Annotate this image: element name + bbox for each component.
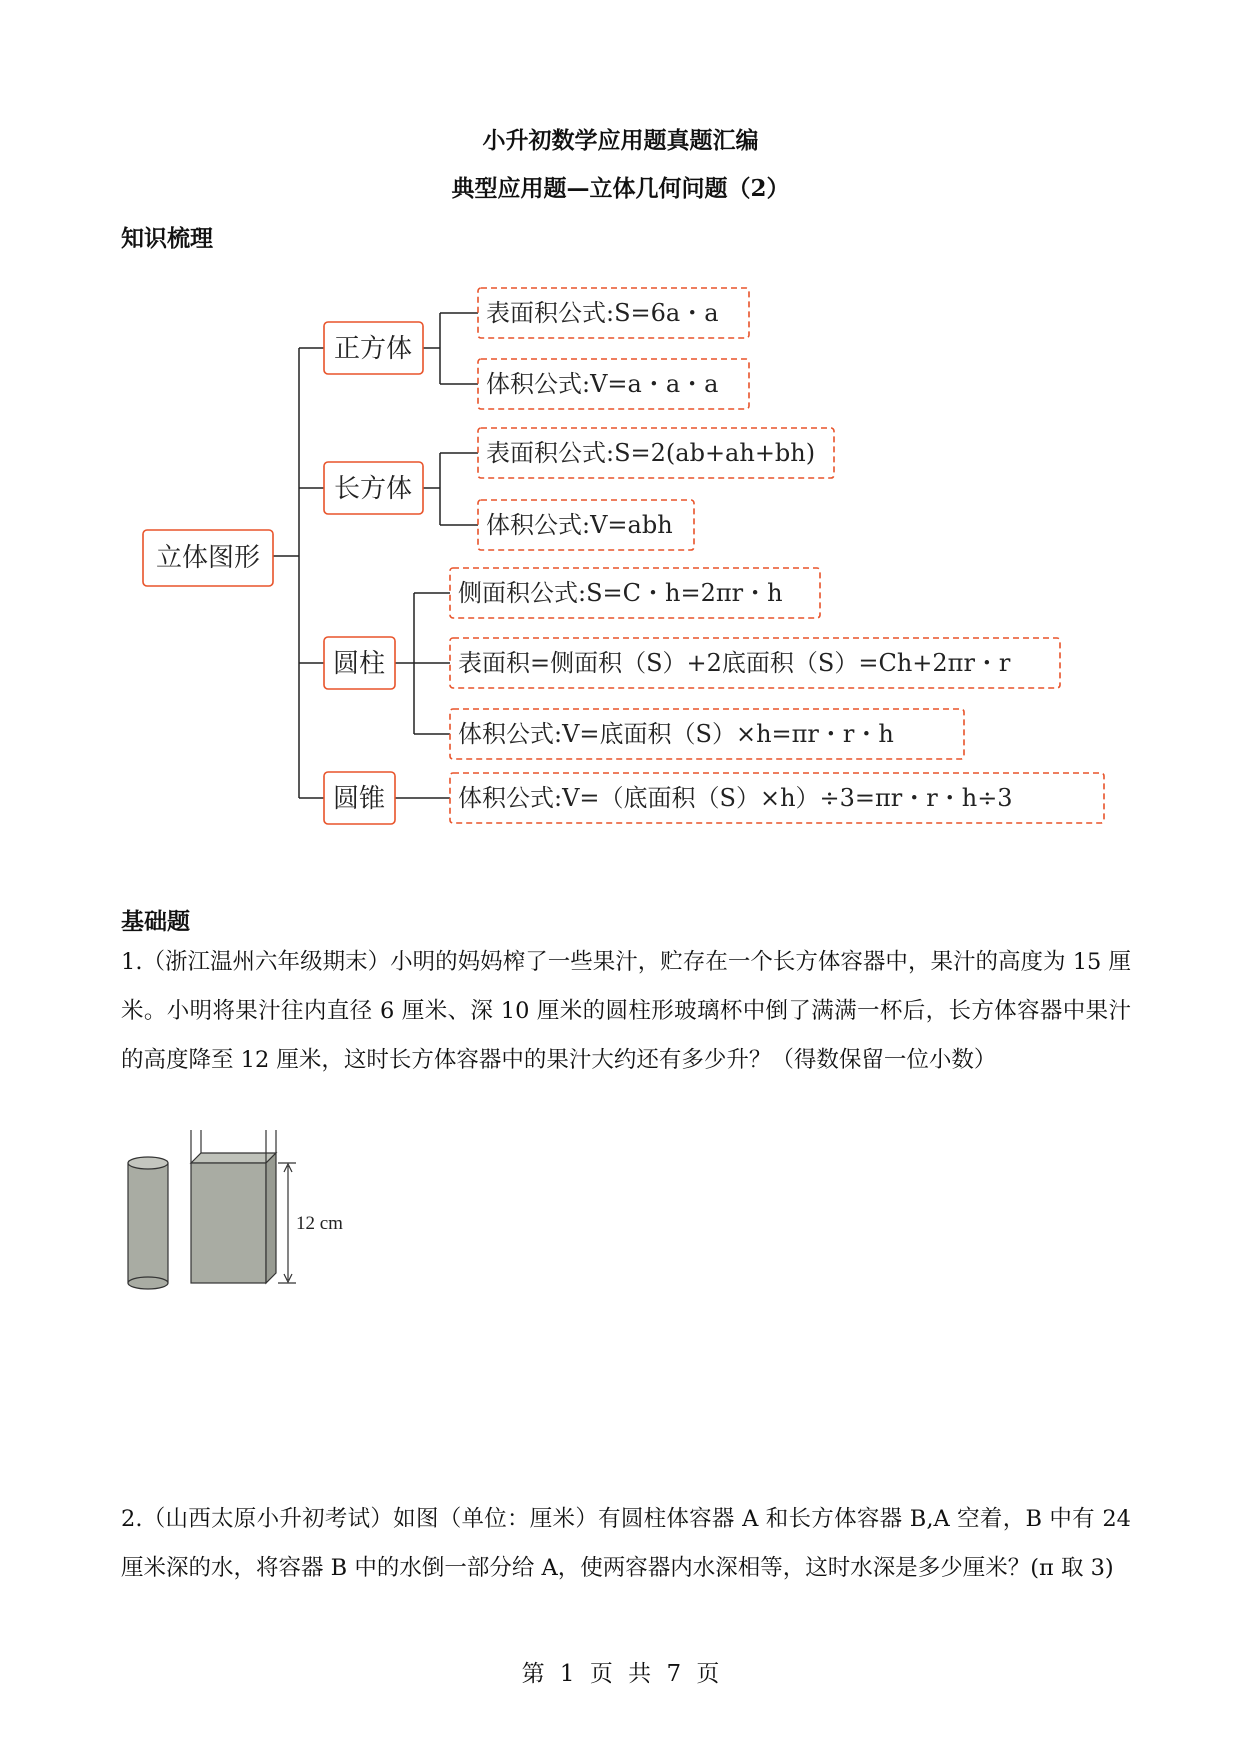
doc-title: 小升初数学应用题真题汇编 [482, 127, 759, 154]
cuboid-volume-formula: 体积公式:V=abh [486, 511, 673, 539]
cuboid-node: 长方体 [333, 474, 413, 504]
root-node: 立体图形 [155, 543, 261, 573]
figure-height-label: 12 cm [296, 1213, 343, 1234]
question-2-text: 2.（山西太原小升初考试）如图（单位：厘米）有圆柱体容器 A 和长方体容器 B,A 空着，B 中有 24 厘米深的水，将容器 B 中的水倒一部分给 A，使两容器内水深相等，这时水深是多少厘米？(π 取 3) [121, 1506, 1131, 1581]
cone-volume-formula: 体积公式:V=（底面积（S）×h）÷3=πr・r・h÷3 [458, 784, 1013, 812]
question-2 [121, 1495, 1131, 1593]
question-1 [121, 938, 1131, 1085]
cylinder-node: 圆柱 [332, 649, 386, 679]
cube-volume-formula: 体积公式:V=a・a・a [486, 370, 719, 398]
cylinder-surface-formula: 表面积=侧面积（S）+2底面积（S）=Ch+2πr・r [458, 649, 1011, 677]
cone-node: 圆锥 [332, 784, 386, 814]
cube-surface-formula: 表面积公式:S=6a・a [486, 299, 719, 327]
knowledge-mindmap [0, 260, 1241, 840]
cuboid-surface-formula: 表面积公式:S=2(ab+ah+bh) [486, 439, 816, 467]
cylinder-lateral-formula: 侧面积公式:S=C・h=2πr・h [458, 579, 783, 607]
basics-heading: 基础题 [121, 908, 190, 935]
cylinder-volume-formula: 体积公式:V=底面积（S）×h=πr・r・h [458, 720, 894, 748]
doc-subtitle: 典型应用题—立体几何问题（2） [451, 175, 790, 202]
knowledge-heading: 知识梳理 [121, 225, 213, 252]
cube-node: 正方体 [333, 334, 413, 364]
question-1-figure [116, 1130, 366, 1305]
question-1-text: 1.（浙江温州六年级期末）小明的妈妈榨了一些果汁，贮存在一个长方体容器中，果汁的高度为 15 厘米。小明将果汁往内直径 6 厘米、深 10 厘米的圆柱形玻璃杯中倒了满满一杯后，长方体容器中果汁的高度降至 12 厘米，这时长方体容器中的果汁大约还有多少升？（得数保留一位小数） [121, 949, 1131, 1073]
page-footer: 第 1 页 共 7 页 [521, 1661, 720, 1687]
